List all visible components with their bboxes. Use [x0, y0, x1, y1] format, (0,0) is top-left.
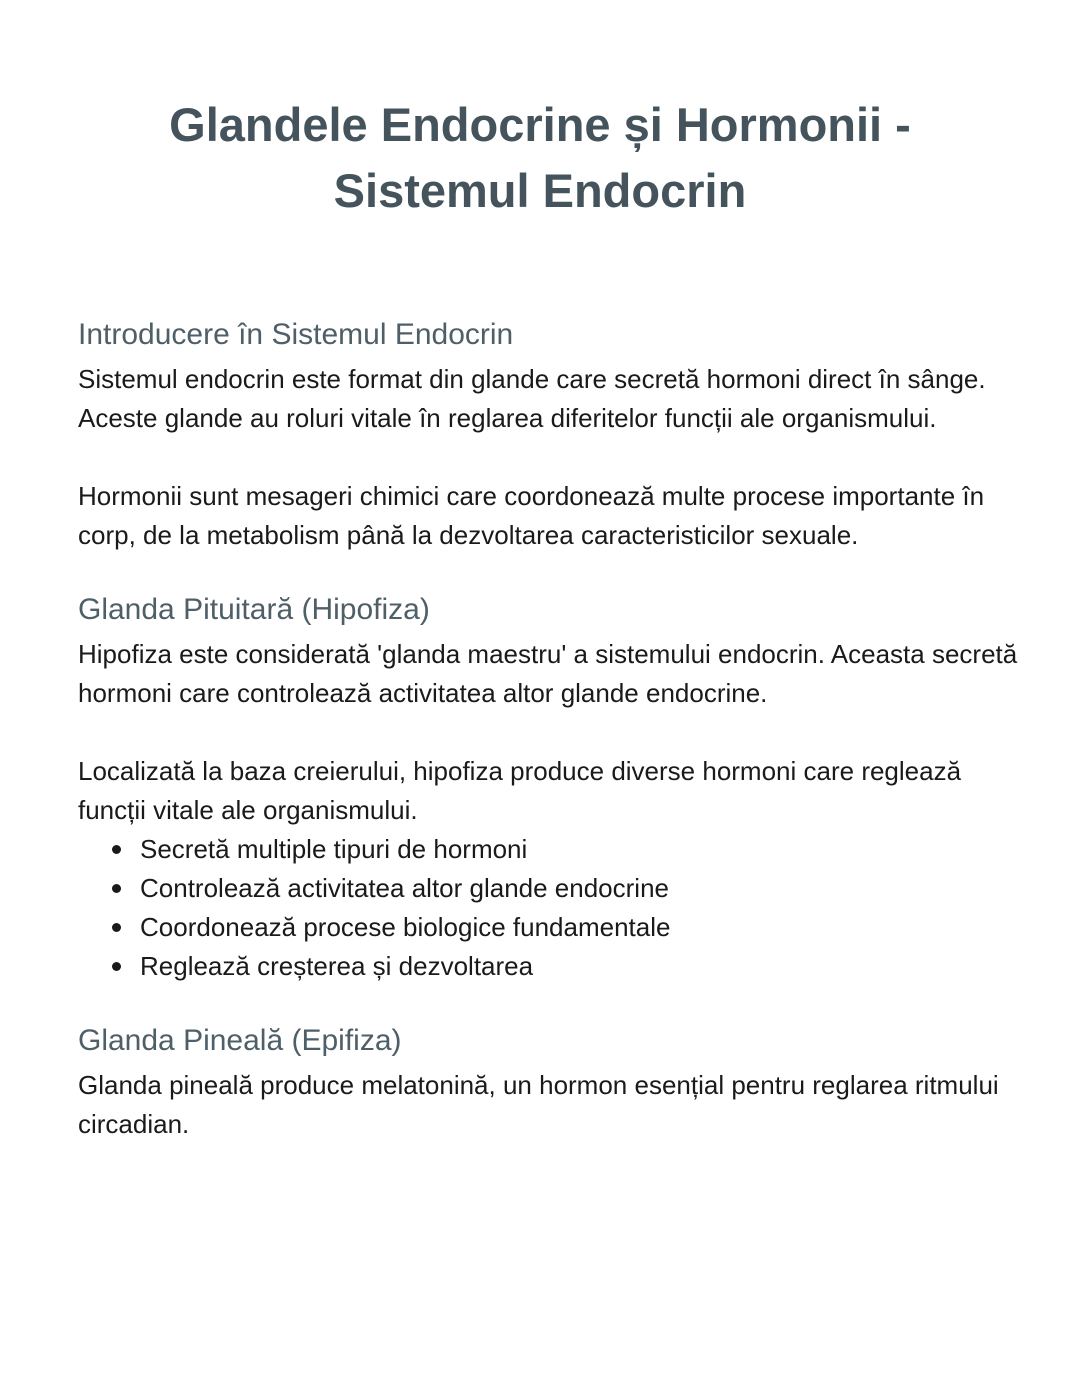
paragraph: Glanda pineală produce melatonină, un hormon esențial pentru reglarea ritmului circadian.: [78, 1070, 999, 1139]
page-title: Glandele Endocrine și Hormonii - Sistemul Endocrin: [169, 98, 911, 217]
bullet-icon: [112, 845, 121, 854]
list-item: [112, 830, 1018, 869]
list-item-text: Controlează activitatea altor glande endocrine: [140, 873, 670, 903]
paragraph: Hipofiza este considerată 'glanda maestru' a sistemului endocrin. Aceasta secretă hormoni care controlează activitatea altor glande endocrine.: [78, 639, 1018, 708]
list-item-text: Reglează creșterea și dezvoltarea: [140, 951, 534, 981]
list-item: [112, 908, 1018, 947]
section-glanda-pineala: [78, 1018, 1018, 1144]
section-heading: Introducere în Sistemul Endocrin: [78, 318, 514, 351]
bullet-icon: [112, 884, 121, 893]
list-item-text: Secretă multiple tipuri de hormoni: [140, 834, 528, 864]
list-item: [112, 869, 1018, 908]
section-introducere: [78, 312, 1018, 555]
paragraph: Hormonii sunt mesageri chimici care coordonează multe procese importante în corp, de la metabolism până la dezvoltarea caracteristicilor sexuale.: [78, 481, 985, 550]
section-heading: Glanda Pituitară (Hipofiza): [78, 593, 430, 626]
list-item-text: Coordonează procese biologice fundamentale: [140, 912, 671, 942]
paragraph: Sistemul endocrin este format din glande care secretă hormoni direct în sânge. Aceste glande au roluri vitale în reglarea diferitelor funcții ale organismului.: [78, 364, 986, 433]
paragraph: Localizată la baza creierului, hipofiza produce diverse hormoni care reglează funcții vitale ale organismului.: [78, 756, 962, 825]
section-glanda-pituitara: [78, 587, 1018, 986]
list-item: [112, 947, 1018, 986]
document-content: [78, 312, 1018, 1176]
bullet-list: [78, 830, 1018, 986]
bullet-icon: [112, 923, 121, 932]
section-heading: Glanda Pineală (Epifiza): [78, 1024, 402, 1057]
bullet-icon: [112, 962, 121, 971]
